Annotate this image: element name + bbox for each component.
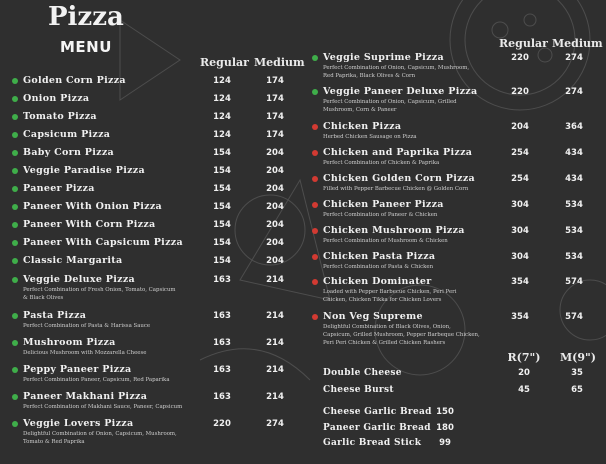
menu-item-description: Delicious Mushroom with Mozzarella Cheese	[23, 350, 147, 356]
menu-item-name: Chicken Pizza	[323, 121, 402, 132]
price-regular: 163	[213, 365, 231, 375]
menu-item-name: Baby Corn Pizza	[23, 147, 114, 158]
veg-dot-icon	[12, 367, 18, 373]
veg-dot-icon	[12, 277, 18, 283]
price-regular: 154	[213, 166, 231, 176]
menu-item-description: Delightful Combination of Black Olives, Onion, Capsicum, Grilled Mushroom, Pepper Barbeque Chicken, Peri Peri Chicken & Grilled Chicken Rashers	[323, 324, 480, 346]
menu-item-description: Perfect Combination of Mushroom & Chicken	[323, 238, 448, 244]
side-item-name: Garlic Bread Stick	[323, 438, 422, 448]
price-medium: 174	[266, 94, 284, 104]
price-medium: 274	[266, 419, 284, 429]
price-medium: 174	[266, 76, 284, 86]
price-medium: 534	[565, 226, 583, 236]
menu-item-name: Tomato Pizza	[23, 111, 97, 122]
menu-item-description: Delightful Combination of Onion, Capsicum, Mushroom, Tomato & Red Paprika	[23, 431, 177, 445]
menu-item-name: Veggie Paradise Pizza	[23, 165, 145, 176]
menu-item-description: Perfect Combination of Chicken & Paprika	[323, 160, 440, 166]
price-regular: 354	[511, 277, 529, 287]
nonveg-dot-icon	[312, 202, 318, 208]
nonveg-dot-icon	[312, 228, 318, 234]
menu-item-description: Filled with Pepper Barbecue Chicken @ Golden Corn	[323, 186, 469, 192]
veg-dot-icon	[12, 340, 18, 346]
price-medium: 574	[565, 277, 583, 287]
menu-item-name: Veggie Suprime Pizza	[323, 52, 444, 63]
extra-price-r: 20	[518, 368, 530, 378]
price-regular: 124	[213, 76, 231, 86]
veg-dot-icon	[12, 132, 18, 138]
left-col-medium-header: Medium	[254, 56, 305, 69]
price-medium: 434	[565, 174, 583, 184]
price-medium: 274	[565, 87, 583, 97]
menu-item-name: Chicken Golden Corn Pizza	[323, 173, 475, 184]
price-medium: 214	[266, 392, 284, 402]
menu-item-name: Mushroom Pizza	[23, 337, 116, 348]
nonveg-dot-icon	[312, 124, 318, 130]
nonveg-dot-icon	[312, 254, 318, 260]
price-medium: 174	[266, 112, 284, 122]
price-medium: 534	[565, 200, 583, 210]
price-medium: 204	[266, 166, 284, 176]
menu-item-name: Paneer With Corn Pizza	[23, 219, 156, 230]
price-medium: 204	[266, 256, 284, 266]
veg-dot-icon	[12, 168, 18, 174]
right-col-regular-header: Regular	[499, 37, 548, 50]
price-regular: 154	[213, 256, 231, 266]
veg-dot-icon	[12, 222, 18, 228]
price-regular: 304	[511, 226, 529, 236]
price-regular: 124	[213, 94, 231, 104]
menu-item-name: Paneer With Capsicum Pizza	[23, 237, 183, 248]
veg-dot-icon	[12, 313, 18, 319]
menu-item-name: Chicken Dominater	[323, 276, 432, 287]
price-medium: 204	[266, 148, 284, 158]
nonveg-dot-icon	[312, 176, 318, 182]
price-regular: 163	[213, 275, 231, 285]
extras-medium-header: M(9")	[560, 351, 596, 364]
veg-dot-icon	[12, 394, 18, 400]
extra-price-r: 45	[518, 385, 530, 395]
menu-title: Pizza	[48, 2, 124, 32]
price-medium: 364	[565, 122, 583, 132]
price-regular: 124	[213, 112, 231, 122]
price-regular: 254	[511, 174, 529, 184]
menu-subtitle: MENU	[60, 38, 112, 56]
nonveg-dot-icon	[312, 150, 318, 156]
price-medium: 204	[266, 184, 284, 194]
price-regular: 204	[511, 122, 529, 132]
veg-dot-icon	[12, 150, 18, 156]
price-medium: 204	[266, 220, 284, 230]
menu-item-description: Perfect Combination of Pasta & Chicken	[323, 264, 434, 270]
extra-name: Cheese Burst	[323, 385, 394, 395]
price-medium: 274	[565, 53, 583, 63]
side-item-price: 99	[439, 438, 451, 448]
side-item-price: 150	[436, 407, 454, 417]
veg-dot-icon	[12, 421, 18, 427]
price-medium: 574	[565, 312, 583, 322]
menu-item-name: Paneer Pizza	[23, 183, 95, 194]
menu-item-name: Paneer Makhani Pizza	[23, 391, 148, 402]
veg-dot-icon	[12, 240, 18, 246]
menu-item-description: Perfect Combination of Pasta & Harissa Sauce	[23, 323, 151, 329]
menu-item-name: Chicken Pasta Pizza	[323, 251, 436, 262]
menu-item-name: Pasta Pizza	[23, 310, 87, 321]
price-regular: 154	[213, 238, 231, 248]
price-regular: 304	[511, 252, 529, 262]
menu-item-description: Perfect Combination of Fresh Onion, Tomato, Capsicum & Black Olives	[23, 287, 176, 301]
price-regular: 124	[213, 130, 231, 140]
extra-name: Double Cheese	[323, 368, 402, 378]
menu-item-description: Herbed Chicken Sausage on Pizza	[323, 134, 417, 140]
menu-item-name: Peppy Paneer Pizza	[23, 364, 132, 375]
veg-dot-icon	[12, 186, 18, 192]
side-item-name: Cheese Garlic Bread	[323, 407, 432, 417]
price-medium: 214	[266, 338, 284, 348]
menu-item-name: Classic Margarita	[23, 255, 123, 266]
price-regular: 354	[511, 312, 529, 322]
price-regular: 163	[213, 338, 231, 348]
price-regular: 220	[213, 419, 231, 429]
price-medium: 204	[266, 238, 284, 248]
menu-item-description: Perfect Combination of Paneer & Chicken	[323, 212, 438, 218]
price-regular: 154	[213, 148, 231, 158]
price-medium: 214	[266, 365, 284, 375]
menu-item-description: Perfect Combination of Makhani Sauce, Paneer, Capsicum	[23, 404, 183, 410]
price-regular: 154	[213, 220, 231, 230]
side-item-name: Paneer Garlic Bread	[323, 422, 431, 433]
price-regular: 154	[213, 202, 231, 212]
price-regular: 220	[511, 53, 529, 63]
menu-item-name: Non Veg Supreme	[323, 311, 423, 322]
price-medium: 534	[565, 252, 583, 262]
menu-item-name: Chicken Mushroom Pizza	[323, 225, 465, 236]
price-regular: 254	[511, 148, 529, 158]
menu-item-description: Perfect Combination of Onion, Capsicum, Grilled Mushroom, Corn & Paneer	[323, 99, 457, 113]
nonveg-dot-icon	[312, 314, 318, 320]
menu-item-name: Veggie Deluxe Pizza	[23, 274, 135, 285]
price-medium: 204	[266, 202, 284, 212]
menu-item-description: Loaded with Pepper Barbecue Chicken, Peri Peri Chicken, Chicken Tikka for Chicken Lovers	[323, 289, 457, 303]
price-medium: 434	[565, 148, 583, 158]
menu-item-name: Onion Pizza	[23, 93, 90, 104]
menu-item-description: Perfect Combination Paneer, Capsicum, Red Paparika	[23, 377, 170, 383]
price-regular: 220	[511, 87, 529, 97]
veg-dot-icon	[12, 114, 18, 120]
price-regular: 163	[213, 311, 231, 321]
price-regular: 304	[511, 200, 529, 210]
price-medium: 214	[266, 275, 284, 285]
veg-dot-icon	[12, 78, 18, 84]
menu-item-name: Chicken and Paprika Pizza	[323, 147, 473, 158]
price-regular: 154	[213, 184, 231, 194]
nonveg-dot-icon	[312, 279, 318, 285]
veg-dot-icon	[12, 258, 18, 264]
menu-item-name: Golden Corn Pizza	[23, 75, 126, 86]
menu-item-description: Perfect Combination of Onion, Capsicum, Mushroom, Red Paprika, Black Olives & Corn	[323, 65, 470, 79]
price-medium: 214	[266, 311, 284, 321]
veg-dot-icon	[12, 96, 18, 102]
side-item-price: 180	[436, 422, 454, 433]
veg-dot-icon	[312, 89, 318, 95]
menu-item-name: Paneer With Onion Pizza	[23, 201, 163, 212]
extras-regular-header: R(7")	[507, 351, 541, 364]
menu-item-name: Capsicum Pizza	[23, 129, 111, 140]
left-col-regular-header: Regular	[200, 56, 249, 69]
menu-item-name: Veggie Paneer Deluxe Pizza	[323, 86, 478, 97]
veg-dot-icon	[12, 204, 18, 210]
right-col-medium-header: Medium	[552, 37, 603, 50]
veg-dot-icon	[312, 55, 318, 61]
extra-price-m: 65	[571, 385, 583, 395]
price-regular: 163	[213, 392, 231, 402]
menu-item-name: Veggie Lovers Pizza	[23, 418, 134, 429]
price-medium: 174	[266, 130, 284, 140]
menu-item-name: Chicken Paneer Pizza	[323, 199, 444, 210]
extra-price-m: 35	[571, 368, 583, 378]
